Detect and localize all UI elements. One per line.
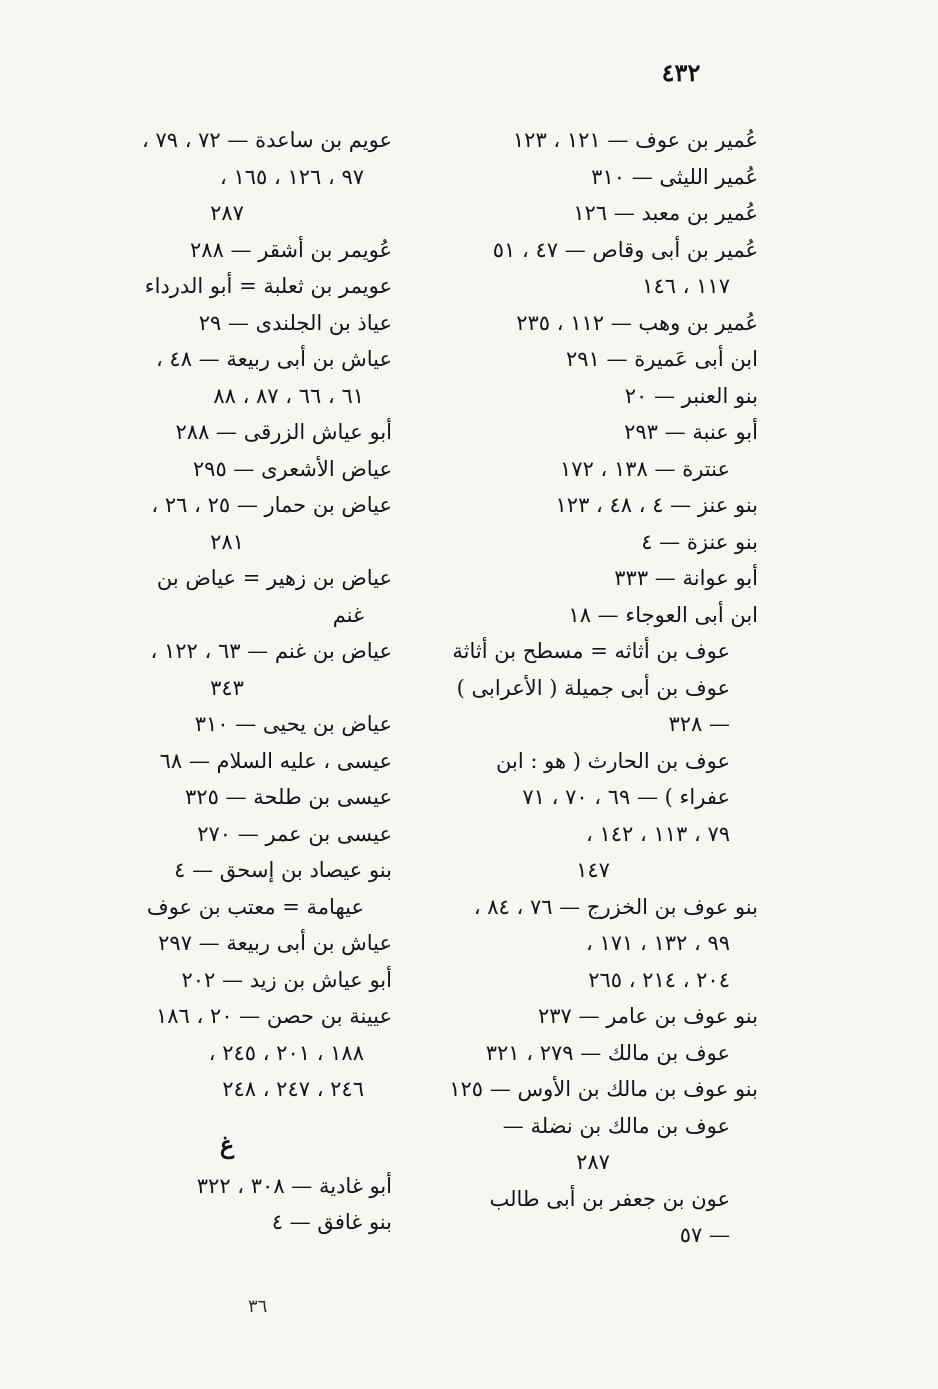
index-entry: عياض بن يحيى — ٣١٠ (194, 712, 392, 736)
index-entry: عيسى بن عمر — ٢٧٠ (197, 821, 392, 846)
index-entry: عياض بن حمار — ٢٥ ، ٢٦ ، (151, 493, 392, 517)
index-entry: غنم (332, 602, 364, 627)
index-entry: عُمير بن وهب — ١١٢ ، ٢٣٥ (516, 310, 758, 335)
index-entry: عياش بن أبى ربيعة — ٤٨ ، (155, 347, 392, 371)
index-entry: — ٣٢٨ (668, 712, 730, 736)
index-entry: بنو عيصاد بن إسحق — ٤ (174, 858, 392, 882)
index-entry: ١٨٨ ، ٢٠١ ، ٢٤٥ ، (208, 1040, 364, 1065)
page-number: ٤٣٢ (661, 58, 701, 87)
index-entry: بنو عنز — ٤ ، ٤٨ ، ١٢٣ (555, 493, 758, 517)
index-entry: عُمير بن أبى وقاص — ٤٧ ، ٥١ (492, 237, 758, 262)
index-entry: عياض بن غنم — ٦٣ ، ١٢٢ ، (150, 639, 392, 663)
index-entry: ٢٨٧ (210, 201, 244, 225)
index-entry: عياش بن أبى ربيعة — ٢٩٧ (158, 931, 392, 955)
index-entry: ابن أبى عَميرة — ٢٩١ (566, 347, 758, 371)
index-entry: ٦١ ، ٦٦ ، ٨٧ ، ٨٨ (213, 383, 364, 408)
index-column-right (428, 122, 758, 1254)
index-entry: عوف بن أثاثه = مسطح بن أثاثة (452, 639, 730, 663)
index-entry: أبو عياش بن زيد — ٢٠٢ (181, 967, 392, 992)
index-entry: عوف بن الحارث ( هو : ابن (496, 748, 730, 773)
index-entry: عياض الأشعرى — ٢٩٥ (192, 456, 392, 481)
index-entry: عياذ بن الجلندى — ٢٩ (198, 310, 392, 335)
index-entry: أبو عوانة — ٣٣٣ (614, 566, 758, 590)
index-entry: ابن أبى العوجاء — ١٨ (568, 602, 758, 627)
index-entry: عيسى ، عليه السلام — ٦٨ (159, 748, 392, 773)
index-entry: ٢٨٧ (576, 1150, 610, 1174)
index-entry: ٢٠٤ ، ٢١٤ ، ٢٦٥ (588, 967, 730, 992)
index-entry: بنو عوف بن الخزرج — ٧٦ ، ٨٤ ، (473, 894, 758, 919)
index-entry: ٧٩ ، ١١٣ ، ١٤٢ ، (586, 821, 730, 846)
index-entries-ain (62, 122, 392, 1108)
index-entry: عفراء ) — ٦٩ ، ٧٠ ، ٧١ (522, 785, 730, 809)
section-letter-heading: غ (219, 1129, 235, 1159)
index-entry: عُمير بن عوف — ١٢١ ، ١٢٣ (512, 128, 758, 152)
index-entries-ghain (62, 1168, 392, 1241)
index-entry: بنو عوف بن مالك بن الأوس — ١٢٥ (449, 1077, 758, 1101)
index-entry: ٢٨١ (210, 529, 244, 554)
index-entry: ٩٩ ، ١٣٢ ، ١٧١ ، (586, 931, 730, 955)
index-entry: عويمر بن ثعلبة = أبو الدرداء (144, 274, 392, 298)
index-entry: عيسى بن طلحة — ٣٢٥ (185, 785, 392, 809)
index-entry: — ٥٧ (679, 1223, 730, 1247)
index-entry: بنو عنزة — ٤ (641, 529, 758, 554)
index-entry: عوف بن أبى جميلة ( الأعرابى ) (456, 675, 730, 700)
index-entry: عياض بن زهير = عياض بن (156, 566, 392, 590)
index-entry: عُمير الليثى — ٣١٠ (591, 164, 758, 189)
index-entry: عون بن جعفر بن أبى طالب (489, 1186, 730, 1211)
index-entry: ٣٤٣ (210, 675, 244, 700)
index-entry: عيهامة = معتب بن عوف (146, 894, 364, 919)
index-entry: عُمير بن معبد — ١٢٦ (573, 201, 758, 225)
index-entry: بنو عوف بن عامر — ٢٣٧ (538, 1004, 758, 1028)
index-entry: عنترة — ١٣٨ ، ١٧٢ (560, 456, 730, 481)
index-entry: بنو العنبر — ٢٠ (624, 383, 758, 408)
index-entry: أبو عياش الزرقى — ٢٨٨ (175, 420, 392, 444)
index-entry: بنو غافق — ٤ (271, 1210, 392, 1234)
index-entry: أبو عنبة — ٢٩٣ (624, 420, 758, 444)
index-entry: ٩٧ ، ١٢٦ ، ١٦٥ ، (220, 164, 364, 189)
footer-mark: ٣٦ (248, 1296, 268, 1317)
index-entry: عيينة بن حصن — ٢٠ ، ١٨٦ (155, 1004, 392, 1028)
index-entry: ٢٤٦ ، ٢٤٧ ، ٢٤٨ (222, 1077, 364, 1101)
index-entry: عويم بن ساعدة — ٧٢ ، ٧٩ ، (142, 128, 392, 152)
index-entry: عوف بن مالك — ٢٧٩ ، ٣٢١ (485, 1040, 730, 1065)
index-entry: ١٤٧ (576, 858, 610, 882)
index-entry: عوف بن مالك بن نضلة — (502, 1113, 730, 1138)
index-entry: أبو غادية — ٣٠٨ ، ٣٢٢ (196, 1173, 392, 1198)
index-entry: عُويمر بن أشقر — ٢٨٨ (190, 237, 392, 262)
index-column-left (62, 122, 392, 1241)
index-entry: ١١٧ ، ١٤٦ (642, 274, 730, 298)
